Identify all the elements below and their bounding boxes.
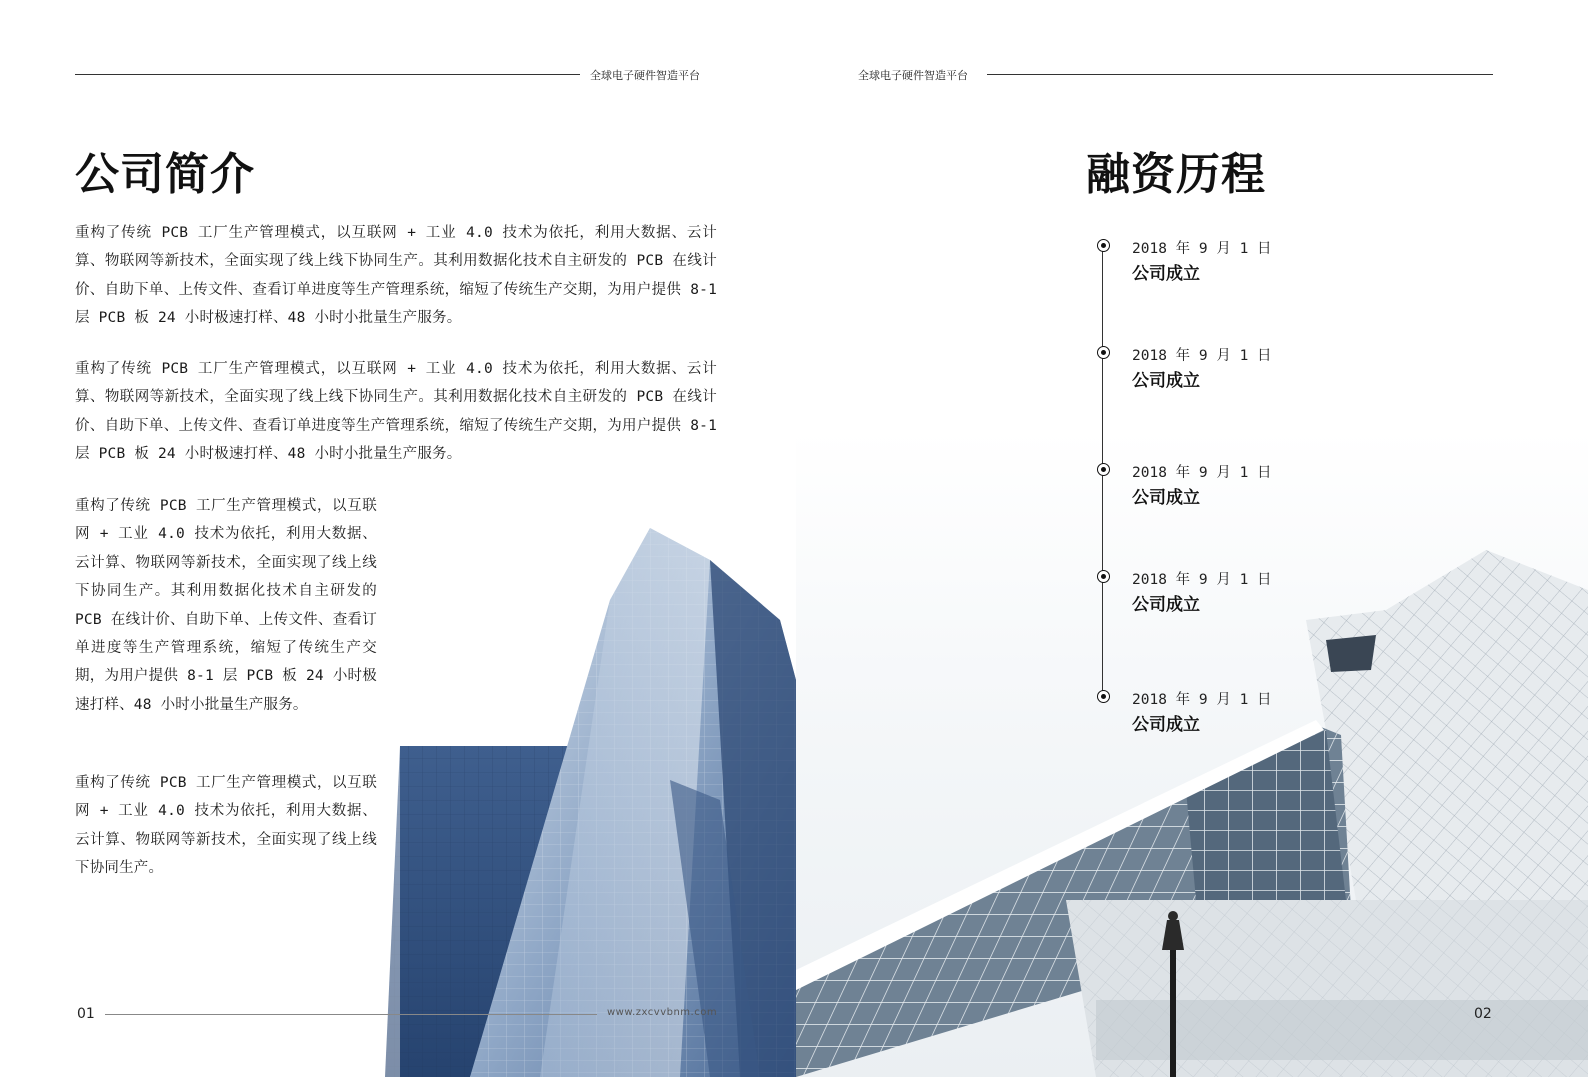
timeline-date: 2018 年 9 月 1 日	[1132, 692, 1272, 708]
timeline-dot-icon	[1097, 239, 1110, 252]
right-page	[796, 0, 1588, 1077]
timeline-dot-icon	[1097, 690, 1110, 703]
timeline-dot-icon	[1097, 346, 1110, 359]
footer-url[interactable]: www.zxcvvbnm.com	[607, 1007, 718, 1018]
footer-rule-left	[105, 1014, 597, 1015]
timeline-date: 2018 年 9 月 1 日	[1132, 572, 1272, 588]
timeline-date: 2018 年 9 月 1 日	[1132, 241, 1272, 257]
page-title-financing-history: 融资历程	[1086, 149, 1266, 200]
intro-paragraph-3: 重构了传统 PCB 工厂生产管理模式，以互联网 + 工业 4.0 技术为依托，利用大数据、云计算、物联网等新技术，全面实现了线上线下协同生产。其利用数据化技术自主研发的 PCB 在线计价、自助下单、上传文件、查看订单进度等生产管理系统，缩短了传统生产交期，为用户提供 8-1 层 PCB 板 24 小时极速打样、48 小时小批量生产服务。	[75, 498, 377, 713]
timeline-dot-icon	[1097, 463, 1110, 476]
timeline-event: 公司成立	[1132, 595, 1200, 615]
timeline-date: 2018 年 9 月 1 日	[1132, 348, 1272, 364]
intro-paragraph-1: 重构了传统 PCB 工厂生产管理模式，以互联网 + 工业 4.0 技术为依托，利用大数据、云计算、物联网等新技术，全面实现了线上线下协同生产。其利用数据化技术自主研发的 PCB 在线计价、自助下单、上传文件、查看订单进度等生产管理系统，缩短了传统生产交期，为用户提供 8-1 层 PCB 板 24 小时极速打样、48 小时小批量生产服务。	[75, 225, 717, 327]
header-brand-right: 全球电子硬件智造平台	[858, 69, 968, 82]
timeline-event: 公司成立	[1132, 715, 1200, 735]
timeline-dot-icon	[1097, 570, 1110, 583]
timeline-event: 公司成立	[1132, 264, 1200, 284]
timeline-date: 2018 年 9 月 1 日	[1132, 465, 1272, 481]
header-brand-left: 全球电子硬件智造平台	[590, 69, 700, 82]
intro-paragraph-4: 重构了传统 PCB 工厂生产管理模式，以互联网 + 工业 4.0 技术为依托，利用大数据、云计算、物联网等新技术，全面实现了线上线下协同生产。	[75, 775, 377, 877]
architecture-image	[796, 430, 1588, 1077]
intro-paragraph-2: 重构了传统 PCB 工厂生产管理模式，以互联网 + 工业 4.0 技术为依托，利用大数据、云计算、物联网等新技术，全面实现了线上线下协同生产。其利用数据化技术自主研发的 PCB 在线计价、自助下单、上传文件、查看订单进度等生产管理系统，缩短了传统生产交期，为用户提供 8-1 层 PCB 板 24 小时极速打样、48 小时小批量生产服务。	[75, 361, 717, 463]
header-rule-right	[987, 74, 1493, 75]
timeline-event: 公司成立	[1132, 371, 1200, 391]
page-number-left: 01	[77, 1006, 95, 1022]
timeline-event: 公司成立	[1132, 488, 1200, 508]
header-rule-left	[75, 74, 580, 75]
page-number-right: 02	[1474, 1006, 1492, 1022]
page-title-company-intro: 公司简介	[75, 149, 255, 200]
skyscraper-image	[380, 520, 796, 1077]
